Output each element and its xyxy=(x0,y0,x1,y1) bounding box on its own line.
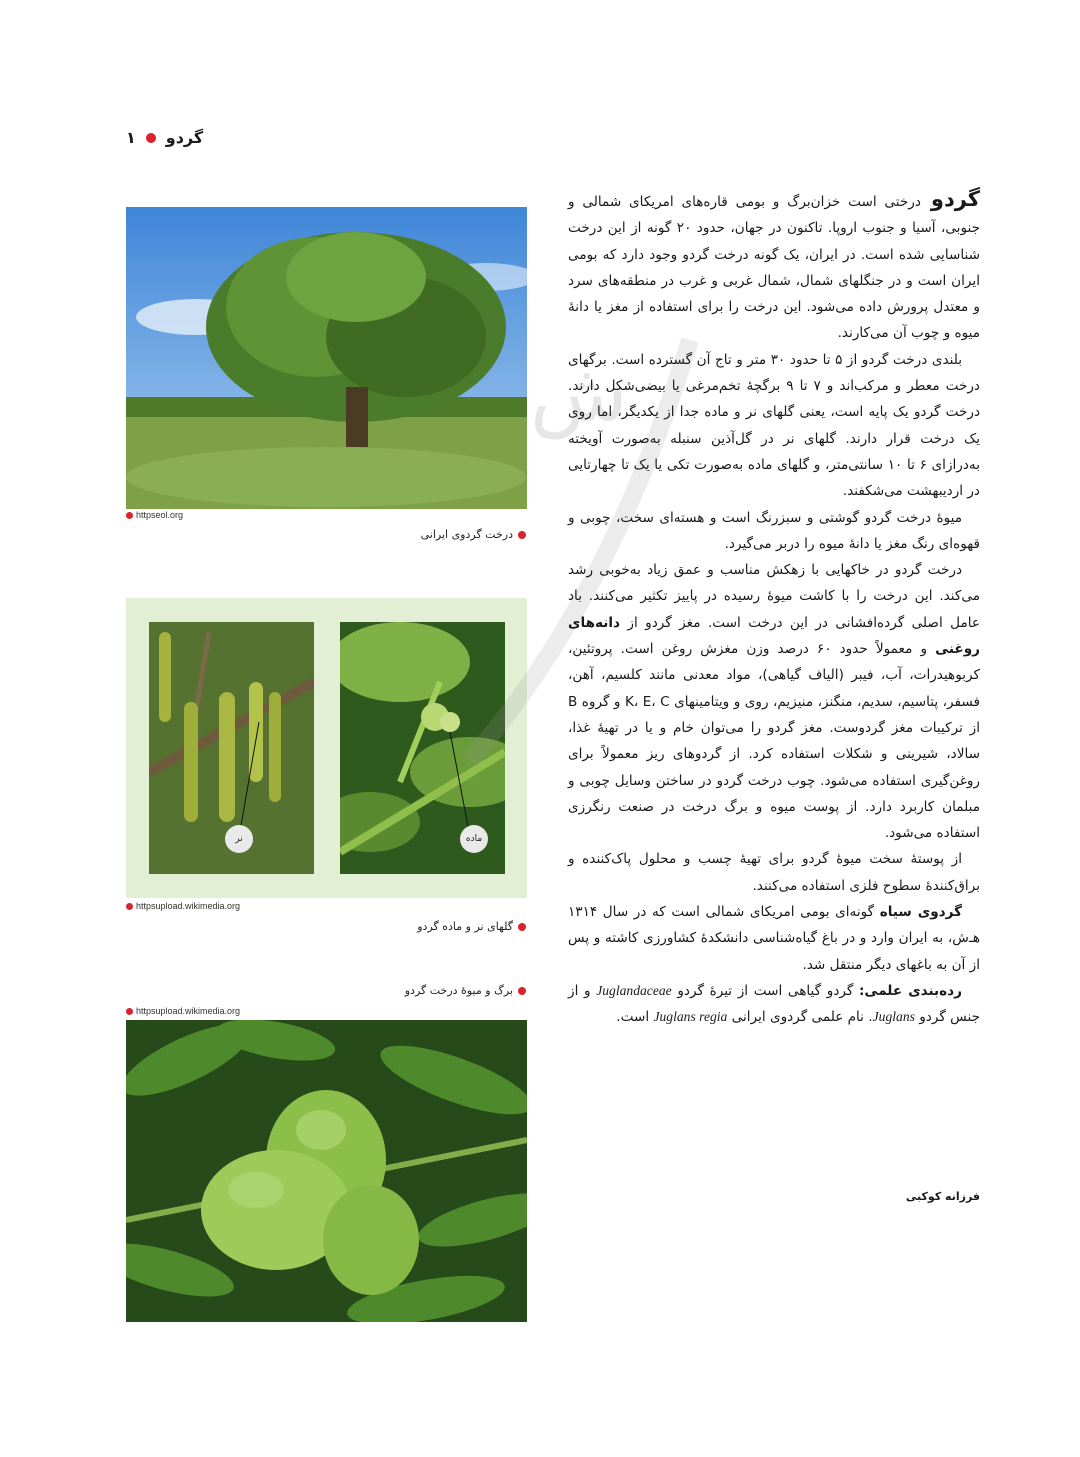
header-bullet xyxy=(146,133,156,143)
page-header xyxy=(126,128,203,147)
latin-name: Juglans xyxy=(872,1009,915,1025)
paragraph-text: درختی است خزان‌برگ و بومی قاره‌های امریکای شمالی و جنوبی، آسیا و جنوب اروپا. تاکنون در جهان، حدود ۲۰ گونه از این درخت شناسایی شده است. در ایران، یک گونه درخت گردو وجود دارد که بومی ایران است و در جنگلهای شمال، شمال غربی و غرب در منطقه‌های سرد و معتدل پرورش داده می‌شود. این درخت را برای استفاده از مغز یا دانهٔ میوه و چوب آن می‌کارند. xyxy=(568,194,980,342)
article-paragraph-black-walnut xyxy=(568,899,980,978)
paragraph-text: . نام علمی گردوی ایرانی xyxy=(727,1009,873,1026)
credit-bullet xyxy=(126,512,133,519)
female-flowers-photo xyxy=(340,622,505,874)
flowers-figure-panel xyxy=(126,598,527,898)
fruit-caption xyxy=(405,984,526,997)
caption-text: گلهای نر و ماده گردو xyxy=(417,920,513,933)
author-name: فرزانه کوکبی xyxy=(905,1190,980,1203)
caption-bullet xyxy=(518,531,526,539)
bold-term: رده‌بندی علمی: xyxy=(859,982,962,999)
tree-caption xyxy=(421,528,526,541)
article-paragraph-intro xyxy=(568,186,980,347)
article-body xyxy=(568,186,980,1031)
credit-bullet xyxy=(126,1008,133,1015)
article-paragraph-taxonomy xyxy=(568,978,980,1031)
credit-text: httpsupload.wikimedia.org xyxy=(136,901,241,911)
bold-term: گردوی سیاه xyxy=(879,904,962,921)
article-paragraph-description: بلندی درخت گردو از ۵ تا حدود ۳۰ متر و تاج آن گسترده است. برگهای درخت معطر و مرکب‌اند و ۷ تا ۹ برگچهٔ تخم‌مرغی یا بیضی‌شکل دارند. درخت گردو یک پایه است، یعنی گلهای نر و ماده جدا از یکدیگر، اما روی یک درخت قرار دارند. گلهای نر در گل‌آذین سنبله به‌صورت آویخته به‌درازای ۶ تا ۱۰ سانتی‌متر، و گلهای ماده به‌صورت تکی یا یک تا چهارتایی در اردیبهشت می‌شکفند. xyxy=(568,351,980,500)
paragraph-text: گردو گیاهی است از تیرهٔ گردو xyxy=(671,982,859,999)
tree-photo-credit xyxy=(126,510,183,520)
article-paragraph-fruit: میوهٔ درخت گردو گوشتی و سبزرنگ است و هسته‌ای سخت، چوبی و قهوه‌ای رنگ مغز یا دانهٔ میوه را دربر می‌گیرد. xyxy=(568,509,980,552)
caption-text: درخت گردوی ایرانی xyxy=(420,528,513,541)
caption-bullet xyxy=(518,987,526,995)
svg-text:ش: ش xyxy=(530,346,628,439)
paragraph-text: گونه‌ای بومی امریکای شمالی است که در سال ۱۳۱۴ هـ‌ش، به ایران وارد و در باغ گیاه‌شناسی دانشکدهٔ کشاورزی کاشته و پس از آن به باغهای دیگر منتقل شد. xyxy=(568,904,980,973)
credit-bullet xyxy=(126,903,133,910)
article-lead-word: گردو xyxy=(930,187,980,211)
paragraph-text: و از جنس گردو xyxy=(568,982,980,1026)
male-flowers-photo xyxy=(149,622,314,874)
page-number: ۱ xyxy=(126,128,136,147)
credit-text: httpseol.org xyxy=(136,510,184,520)
female-label: ماده xyxy=(460,825,488,853)
caption-bullet xyxy=(518,923,526,931)
paragraph-text: و معمولاً حدود ۶۰ درصد وزن مغزش روغن است. پروتئین، کربوهیدرات، آب، فیبر (الیاف گیاهی)، مواد معدنی مانند کلسیم، آهن، فسفر، پتاسیم، سدیم، منگنز، منیزیم، روی و ویتامینهای K، E، C و گروه B از ترکیبات مغز گردوست. مغز گردو را می‌توان خام و یا در تهیهٔ غذا، سالاد، شیرینی و شکلات استفاده کرد. از گردوهای ریز معمولاً برای روغن‌گیری استفاده می‌شود. چوب درخت گردو در ساختن وسایل چوبی و مبلمان کاربرد دارد. از پوست میوه و برگ درخت در صنعت رنگرزی استفاده می‌شود. xyxy=(568,641,980,842)
paragraph-text: است. xyxy=(616,1009,654,1026)
fruit-photo-credit xyxy=(126,1006,240,1016)
tree-photo xyxy=(126,207,527,509)
bold-term: دانه‌های روغنی xyxy=(568,614,980,658)
caption-text: برگ و میوهٔ درخت گردو xyxy=(404,984,513,997)
fruit-photo xyxy=(126,1020,527,1322)
article-paragraph-shell-uses: از پوستهٔ سخت میوهٔ گردو برای تهیهٔ چسب و محلول پاک‌کننده و براق‌کنندهٔ سطوح فلزی استفاده می‌کنند. xyxy=(568,851,980,894)
flowers-photo-credit xyxy=(126,901,240,911)
credit-text: httpsupload.wikimedia.org xyxy=(136,1006,241,1016)
paragraph-text: درخت گردو در خاکهایی با زهکش مناسب و عمق زیاد به‌خوبی رشد می‌کند. این درخت را با کاشت میوهٔ رسیده در پاییز تکثیر می‌کنند. باد عامل اصلی گرده‌افشانی در این درخت است. مغز گردو از xyxy=(568,562,980,631)
article-paragraph-cultivation xyxy=(568,557,980,846)
header-title: گردو xyxy=(165,128,204,147)
male-label: نر xyxy=(225,825,253,853)
latin-name: Juglans regia xyxy=(653,1009,728,1025)
flowers-caption xyxy=(417,920,526,933)
latin-name: Juglandaceae xyxy=(596,982,672,998)
